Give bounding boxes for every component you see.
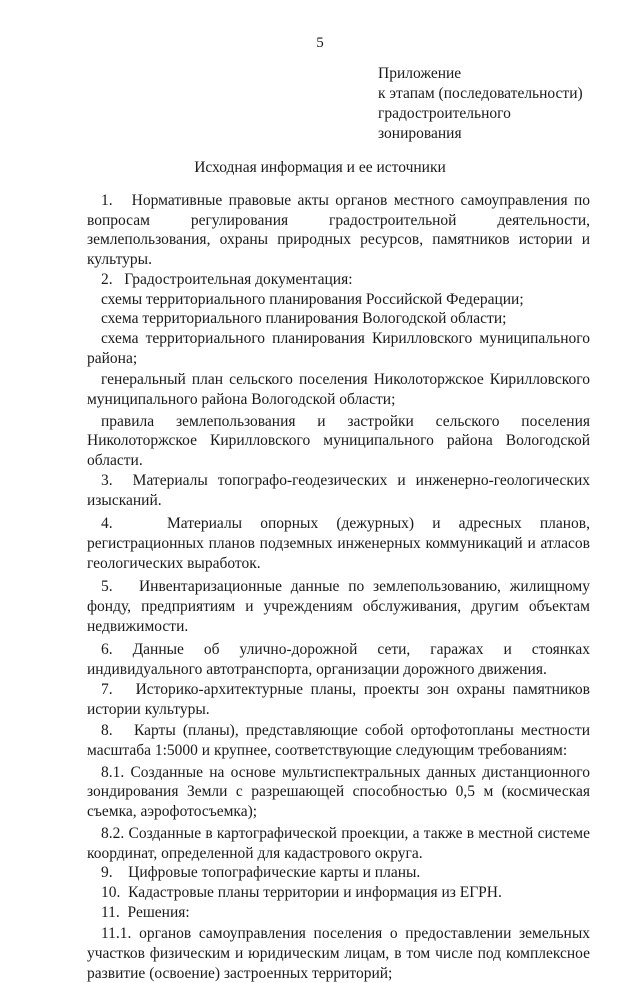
paragraph-5: 5. Инвентаризационные данные по землепользованию, жилищному фонду, предприятиям и учреждениям обслуживания, другим объектам недвижимости. (87, 578, 590, 635)
paragraph-4: 4. Материалы опорных (дежурных) и адресных планов, регистрационных планов подземных инженерных коммуникаций и атласов геологических выработок. (87, 515, 590, 572)
paragraph-2: 2. Градостроительная документация: (101, 270, 353, 288)
appendix-line: зонирования (378, 125, 462, 142)
appendix-line: к этапам (последовательности) (378, 85, 583, 102)
paragraph-6: 6. Данные об улично-дорожной сети, гаражах и стоянках индивидуального автотранспорта, организации дорожного движения. (87, 641, 590, 679)
paragraph-9: 9. Цифровые топографические карты и планы. (101, 864, 421, 882)
paragraph-11-1: 11.1. органов самоуправления поселения о предоставлении земельных участков физическим и юридическим лицам, в том числе под комплексное развитие (освоение) застроенных территорий; (87, 925, 590, 982)
paragraph-2d: генеральный план сельского поселения Николоторжское Кирилловского муниципального района Вологодской области; (87, 371, 590, 409)
paragraph-2b: схема территориального планирования Вологодской области; (101, 310, 507, 328)
document-body (87, 191, 590, 983)
appendix-line: Приложение (378, 65, 462, 82)
paragraph-2a: схемы территориального планирования Российской Федерации; (101, 290, 524, 308)
paragraph-7: 7. Историко-архитектурные планы, проекты зон охраны памятников истории культуры. (87, 680, 590, 718)
paragraph-11: 11. Решения: (101, 903, 190, 921)
appendix-line: градостроительного (378, 105, 511, 122)
appendix-header (378, 64, 618, 144)
paragraph-8-2: 8.2. Созданные в картографической проекции, а также в местной системе координат, определенной для кадастрового округа. (87, 824, 590, 862)
paragraph-8-1: 8.1. Созданные на основе мультиспектральных данных дистанционного зондирования Земли с разрешающей способностью 0,5 м (космическая съемка, аэрофотосъемка); (87, 763, 590, 821)
paragraph-1: 1. Нормативные правовые акты органов местного самоуправления по вопросам регулирования градостроительной деятельности, землепользования, охраны природных ресурсов, памятников истории и культуры. (87, 192, 590, 269)
paragraph-2c: схема территориального планирования Кирилловского муниципального района; (87, 329, 590, 367)
paragraph-8: 8. Карты (планы), представляющие собой ортофотопланы местности масштаба 1:5000 и крупнее, соответствующие следующим требованиям: (87, 722, 590, 759)
page-number: 5 (316, 35, 324, 51)
document-title: Исходная информация и ее источники (194, 159, 446, 176)
paragraph-2e: правила землепользования и застройки сельского поселения Николоторжское Кирилловского муниципального района Вологодской области. (87, 412, 590, 470)
paragraph-3: 3. Материалы топографо-геодезических и инженерно-геологических изысканий. (87, 471, 590, 509)
paragraph-10: 10. Кадастровые планы территории и информация из ЕГРН. (101, 883, 502, 901)
